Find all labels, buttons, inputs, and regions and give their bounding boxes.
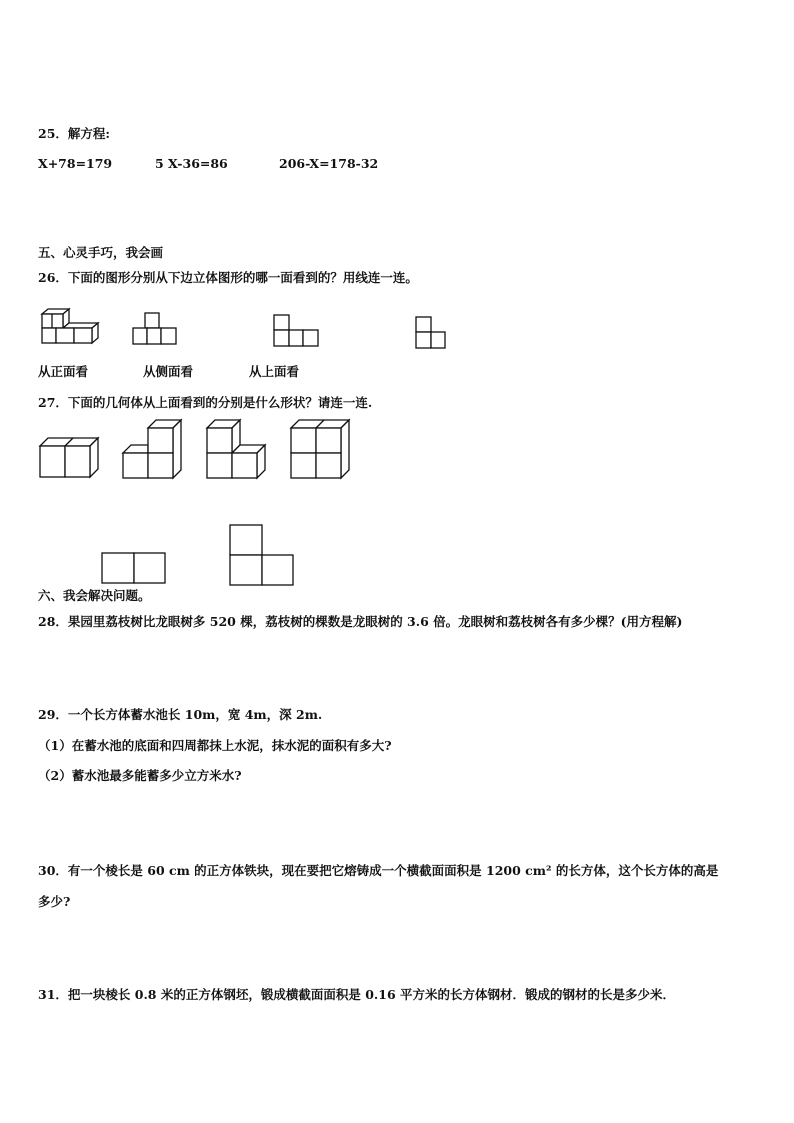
q27-solid-4 <box>289 418 353 482</box>
q30-line-1: 30．有一个棱长是 60 cm 的正方体铁块，现在要把它熔铸成一个横截面面积是 1200 cm² 的长方体，这个长方体的高是 <box>38 863 719 878</box>
q25-equation-2: 5 X-36=86 <box>155 156 228 171</box>
q27-top-view-2 <box>227 522 297 588</box>
q27-title: 27．下面的几何体从上面看到的分别是什么形状？请连一连. <box>38 395 373 410</box>
q31-title: 31．把一块棱长 0.8 米的正方体钢坯，锻成横截面面积是 0.16 平方米的长方体钢材．锻成的钢材的长是多少米． <box>38 987 675 1002</box>
q26-label-top: 从上面看 <box>249 364 300 379</box>
q26-label-side: 从侧面看 <box>143 364 194 379</box>
section6-title: 六、我会解决问题。 <box>38 588 151 603</box>
q29-part-1: （1）在蓄水池的底面和四周都抹上水泥，抹水泥的面积有多大? <box>38 738 392 753</box>
q26-view-shape-1 <box>131 311 179 347</box>
q27-top-view-1 <box>99 550 169 586</box>
q27-solid-2 <box>121 418 185 482</box>
q26-view-shape-3 <box>414 315 448 353</box>
q27-solid-1 <box>38 436 100 480</box>
q29-part-2: （2）蓄水池最多能蓄多少立方米水? <box>38 768 242 783</box>
q30-line-2: 多少? <box>38 894 71 909</box>
q26-title: 26．下面的图形分别从下边立体图形的哪一面看到的？用线连一连。 <box>38 270 418 285</box>
q26-label-front: 从正面看 <box>38 364 89 379</box>
q27-solid-3 <box>205 418 269 482</box>
q28-title: 28．果园里荔枝树比龙眼树多 520 棵，荔枝树的棵数是龙眼树的 3.6 倍。龙眼树和荔枝树各有多少棵？(用方程解) <box>38 614 683 629</box>
q25-title: 25．解方程: <box>38 126 111 141</box>
section5-title: 五、心灵手巧，我会画 <box>38 245 164 260</box>
q26-solid-figure <box>40 306 102 346</box>
q25-equation-1: X+78=179 <box>38 156 113 171</box>
q29-title: 29．一个长方体蓄水池长 10m，宽 4m，深 2m. <box>38 707 323 722</box>
q25-equation-3: 206-X=178-32 <box>279 156 379 171</box>
q26-view-shape-2 <box>272 313 322 349</box>
